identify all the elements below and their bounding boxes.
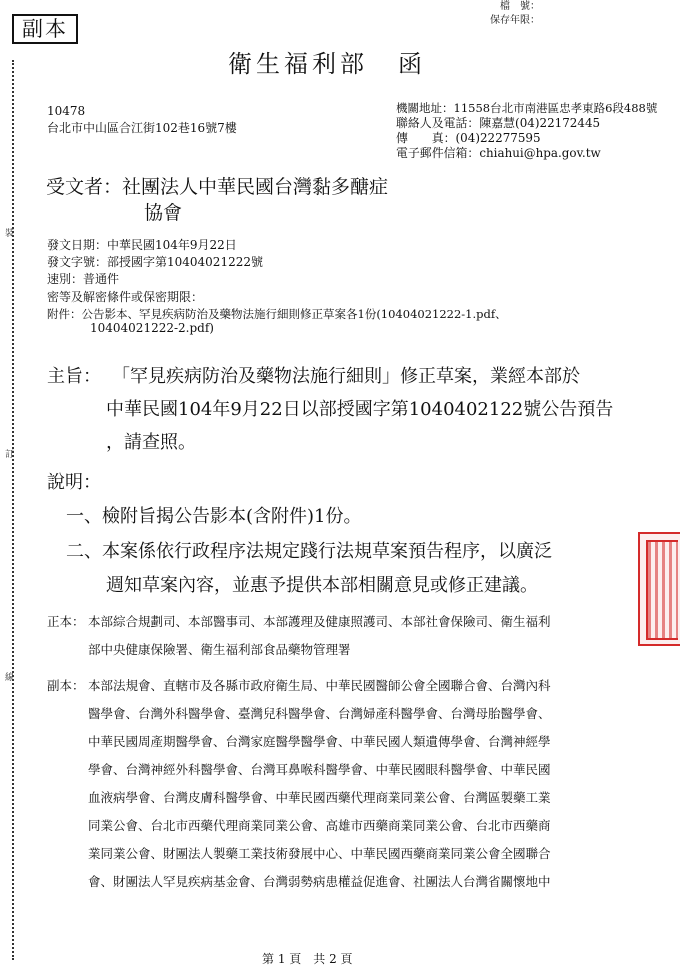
doc-number: 發文字號：部授國字第10404021222號 (47, 255, 263, 269)
subject-line-1: 「罕見疾病防治及藥物法施行細則」修正草案，業經本部於 (112, 366, 580, 387)
cc-line: 業同業公會、財團法人製藥工業技術發展中心、中華民國西藥商業同業公會全國聯合 (88, 846, 551, 861)
doc-type: 函 (398, 50, 426, 78)
explanation-label: 說明： (47, 472, 101, 493)
binding-line (12, 60, 14, 960)
copy-label: 副本 (12, 14, 78, 44)
attachment-cont: 10404021222-2.pdf) (90, 321, 214, 335)
agency-address: 機關地址：11558台北市南港區忠孝東路6段488號 (396, 101, 658, 115)
cc-line: 血液病學會、台灣皮膚科醫學會、中華民國西藥代理商業同業公會、台灣區製藥工業 (88, 790, 551, 805)
recipient-name-cont: 協會 (144, 202, 183, 224)
red-seal-inner (646, 540, 678, 640)
issue-date: 發文日期：中華民國104年9月22日 (47, 238, 237, 252)
retention-label: 保存年限： (490, 15, 540, 26)
original-copy-line-2: 部中央健康保險署、衛生福利部食品藥物管理署 (88, 642, 351, 657)
explanation-item-1: 一、檢附旨揭公告影本(含附件)1份。 (66, 506, 362, 527)
explanation-item-2: 二、本案係依行政程序法規定踐行法規草案預告程序，以廣泛 (66, 541, 552, 562)
recipient (46, 176, 388, 198)
red-seal (638, 532, 680, 646)
postal-code: 10478 (47, 104, 86, 118)
cc-line: 學會、台灣神經外科醫學會、台灣耳鼻喉科醫學會、中華民國眼科醫學會、中華民國 (88, 762, 551, 777)
cc-line: 醫學會、台灣外科醫學會、臺灣兒科醫學會、台灣婦產科醫學會、台灣母胎醫學會、 (88, 706, 551, 721)
subject-label: 主旨： (47, 366, 101, 387)
cc-line: 同業公會、台北市西藥代理商業同業公會、高雄市西藥商業同業公會、台北市西藥商 (88, 818, 551, 833)
sender-address: 台北市中山區合江街102巷16號7樓 (47, 121, 237, 135)
cc-line: 中華民國周產期醫學會、台灣家庭醫學醫學會、中華民國人類遺傳學會、台灣神經學 (88, 734, 551, 749)
original-copy-line-1: 本部綜合規劃司、本部醫事司、本部護理及健康照護司、本部社會保險司、衛生福利 (88, 614, 551, 629)
archive-fields (480, 0, 540, 28)
line-mark: 線 (5, 673, 15, 683)
subject-line-2: 中華民國104年9月22日以部授國字第1040402122號公告預告 (106, 399, 614, 420)
recipient-label: 受文者： (46, 176, 123, 198)
cut-mark: 訂 (5, 450, 15, 460)
cc-label: 副本： (47, 678, 85, 693)
recipient-name: 社團法人中華民國台灣黏多醣症 (122, 176, 389, 198)
contact-person: 聯絡人及電話：陳嘉慧(04)22172445 (396, 116, 601, 130)
delivery-speed: 速別：普通件 (47, 272, 120, 286)
file-no-label: 檔 號： (500, 1, 540, 12)
agency-contact (396, 101, 678, 161)
explanation-item-2-cont: 週知草案內容，並惠予提供本部相關意見或修正建議。 (106, 575, 538, 596)
agency-name: 衛生福利部 (228, 50, 368, 78)
fax: 傳 真：(04)22277595 (396, 131, 541, 145)
attachment: 附件：公告影本、罕見疾病防治及藥物法施行細則修正草案各1份(10404021222-1.pdf、 (47, 307, 507, 321)
subject-line-3: ，請查照。 (106, 432, 196, 453)
classification: 密等及解密條件或保密期限： (47, 290, 204, 304)
page-number: 第 1 頁 共 2 頁 (262, 952, 353, 966)
email: 電子郵件信箱：chiahui@hpa.gov.tw (396, 146, 601, 160)
bind-mark: 裝 (5, 229, 15, 239)
cc-line: 本部法規會、直轄市及各縣市政府衛生局、中華民國醫師公會全國聯合會、台灣內科 (88, 678, 551, 693)
original-copy-label: 正本： (47, 614, 85, 629)
cc-line: 會、財團法人罕見疾病基金會、台灣弱勢病患權益促進會、社團法人台灣省關懷地中 (88, 874, 551, 889)
document-title (228, 44, 426, 79)
